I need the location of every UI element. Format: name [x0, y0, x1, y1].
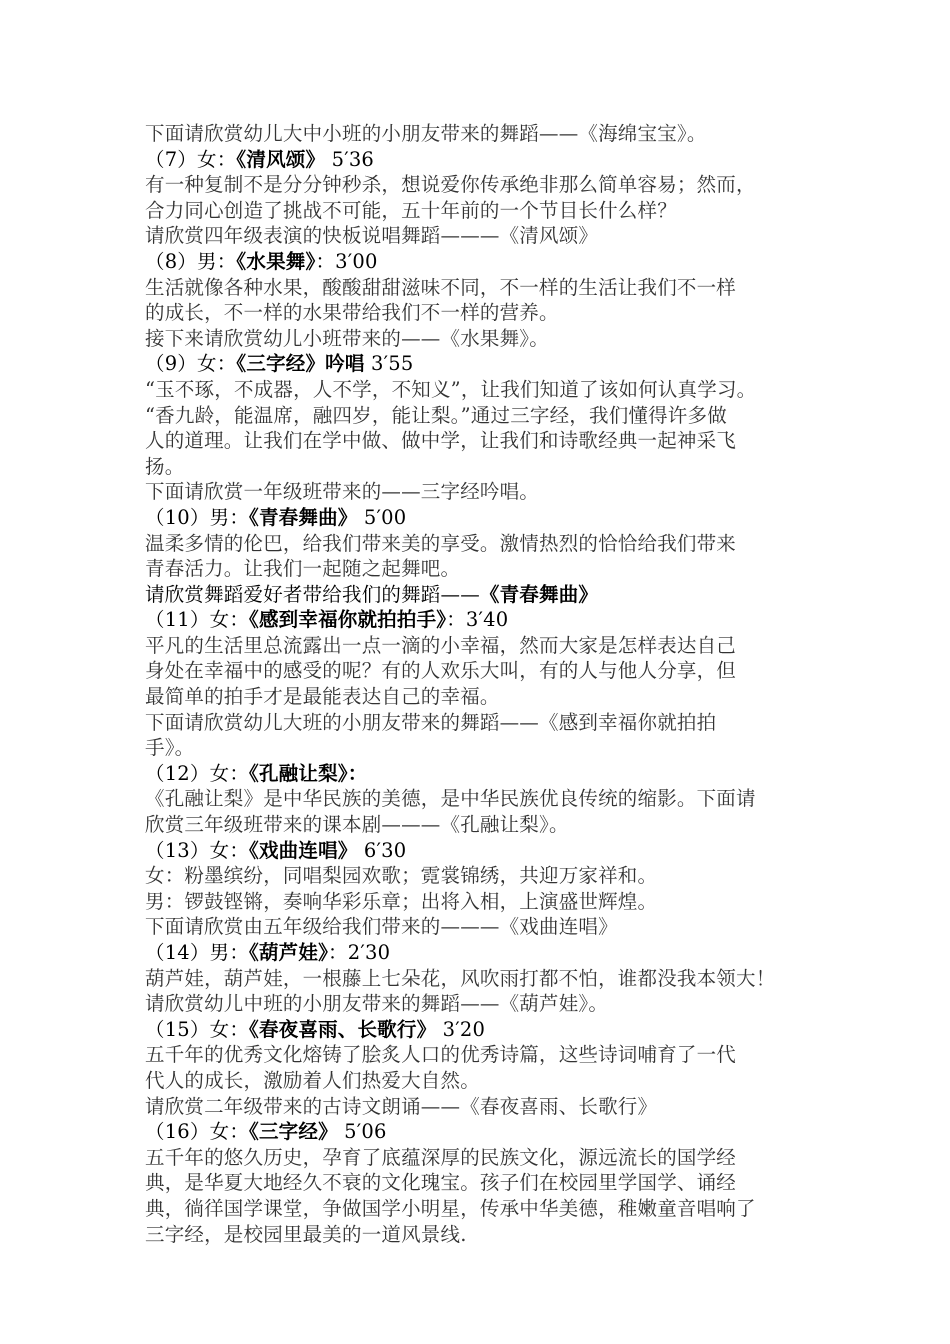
program-title: 《青春舞曲》 — [249, 505, 358, 529]
text-line: 葫芦娃，葫芦娃，一根藤上七朵花，风吹雨打都不怕，谁都没我本领大！ — [145, 966, 776, 990]
program-title: 《青春舞曲》 — [479, 582, 599, 606]
text-line: 《孔融让梨》是中华民族的美德，是中华民族优良传统的缩影。下面请 — [145, 787, 756, 811]
heading-text: （9）女： — [145, 352, 237, 376]
text-line: 人的道理。让我们在学中做、做中学，让我们和诗歌经典一起神采飞 — [145, 429, 737, 453]
heading-text: （11）女： — [145, 608, 250, 632]
heading-text: ：3′00 — [315, 249, 378, 273]
program-heading — [145, 838, 825, 864]
text-line: 欣赏三年级班带来的课本剧———《孔融让梨》。 — [145, 813, 569, 837]
program-title: 《清风颂》 — [236, 147, 326, 171]
text-line: 下面请欣赏幼儿大中小班的小朋友带来的舞蹈——《海绵宝宝》。 — [145, 122, 707, 145]
text-line: 下面请欣赏一年级班带来的——三字经吟唱。 — [145, 480, 540, 504]
text-line: “玉不琢，不成器，人不学，不知义”，让我们知道了该如何认真学习。 — [145, 377, 757, 401]
text-line: 有一种复制不是分分钟秒杀，想说爱你传承绝非那么简单容易；然而， — [145, 173, 756, 197]
program-heading — [145, 761, 825, 787]
program-title: 《葫芦娃》 — [249, 941, 329, 964]
program-title: 《孔融让梨》： — [249, 761, 368, 785]
text-line: 请欣赏四年级表演的快板说唱舞蹈———《清风颂》 — [145, 224, 599, 248]
text-line: 平凡的生活里总流露出一点一滴的小幸福，然而大家是怎样表达自己 — [145, 633, 737, 657]
heading-text: ：2′30 — [328, 941, 391, 964]
text-line: 典，徜徉国学课堂，争做国学小明星，传承中华美德，稚嫩童音唱响了 — [145, 1196, 756, 1220]
program-title: 《水果舞》 — [236, 249, 316, 273]
heading-text: （10）男： — [145, 505, 250, 529]
heading-text: （8）男： — [145, 249, 237, 273]
text-line: 青春活力。让我们一起随之起舞吧。 — [145, 557, 461, 581]
text-line: 女：粉墨缤纷，同唱梨园欢歌；霓裳锦绣，共迎万家祥和。 — [145, 864, 658, 888]
text-line: 五千年的优秀文化熔铸了脍炙人口的优秀诗篇，这些诗词哺育了一代 — [145, 1043, 737, 1067]
text-line: 男：锣鼓铿锵，奏响华彩乐章；出将入相，上演盛世辉煌。 — [145, 889, 658, 913]
program-heading — [145, 147, 825, 173]
text-line: 的成长，不一样的水果带给我们不一样的营养。 — [145, 301, 559, 325]
text-line: 扬。 — [145, 454, 185, 478]
heading-text: （15）女： — [145, 1017, 250, 1041]
text-line: 生活就像各种水果，酸酸甜甜滋味不同，不一样的生活让我们不一样 — [145, 275, 737, 299]
program-heading — [145, 940, 825, 966]
program-heading — [145, 1017, 825, 1043]
text-line: 下面请欣赏由五年级给我们带来的———《戏曲连唱》 — [145, 915, 618, 939]
program-heading — [145, 351, 825, 377]
program-heading — [145, 582, 825, 608]
heading-text: 5′06 — [337, 1120, 387, 1144]
heading-text: 3′55 — [364, 352, 414, 376]
text-line: 请欣赏幼儿中班的小朋友带来的舞蹈——《葫芦娃》。 — [145, 992, 609, 1016]
program-title: 《感到幸福你就拍拍手》 — [249, 608, 447, 632]
text-line: 五千年的悠久历史，孕育了底蕴深厚的民族文化，源远流长的国学经 — [145, 1145, 737, 1169]
program-title: 《戏曲连唱》 — [249, 838, 358, 862]
text-line: 温柔多情的伦巴，给我们带来美的享受。激情热烈的恰恰给我们带来 — [145, 531, 737, 555]
text-line: 身处在幸福中的感受的呢？有的人欢乐大叫，有的人与他人分享，但 — [145, 659, 737, 683]
text-line: 三字经，是校园里最美的一道风景线. — [145, 1222, 467, 1246]
heading-text: （13）女： — [145, 838, 250, 862]
text-line: 下面请欣赏幼儿大班的小朋友带来的舞蹈——《感到幸福你就拍拍 — [145, 710, 717, 734]
text-line: 最简单的拍手才是最能表达自己的幸福。 — [145, 685, 500, 709]
program-title: 《三字经》吟唱 — [236, 352, 365, 376]
heading-text: 请欣赏舞蹈爱好者带给我们的舞蹈—— — [145, 582, 480, 606]
program-heading — [145, 505, 825, 531]
heading-text: （7）女： — [145, 147, 237, 171]
program-heading — [145, 607, 825, 633]
heading-text: （12）女： — [145, 761, 250, 785]
text-line: “香九龄，能温席，融四岁，能让梨。”通过三字经，我们懂得许多做 — [145, 403, 727, 427]
program-title: 《三字经》 — [249, 1120, 338, 1144]
text-line: 手》。 — [145, 736, 195, 760]
text-line: 合力同心创造了挑战不可能，五十年前的一个节目长什么样？ — [145, 198, 677, 222]
program-heading — [145, 249, 825, 275]
heading-text: （14）男： — [145, 941, 250, 964]
text-line: 请欣赏二年级带来的古诗文朗诵——《春夜喜雨、长歌行》 — [145, 1094, 658, 1118]
heading-text: 5′00 — [357, 505, 407, 529]
text-line: 接下来请欣赏幼儿小班带来的——《水果舞》。 — [145, 326, 549, 350]
document-page — [145, 121, 825, 1247]
text-line: 典，是华夏大地经久不衰的文化瑰宝。孩子们在校园里学国学、诵经 — [145, 1171, 737, 1195]
heading-text: 6′30 — [357, 838, 407, 862]
heading-text: ：3′40 — [446, 608, 509, 632]
heading-text: 3′20 — [436, 1017, 486, 1041]
heading-text: 5′36 — [325, 147, 375, 171]
text-line: 代人的成长，激励着人们热爱大自然。 — [145, 1068, 480, 1092]
program-heading — [145, 1119, 825, 1145]
heading-text: （16）女： — [145, 1120, 250, 1144]
program-title: 《春夜喜雨、长歌行》 — [249, 1017, 437, 1041]
